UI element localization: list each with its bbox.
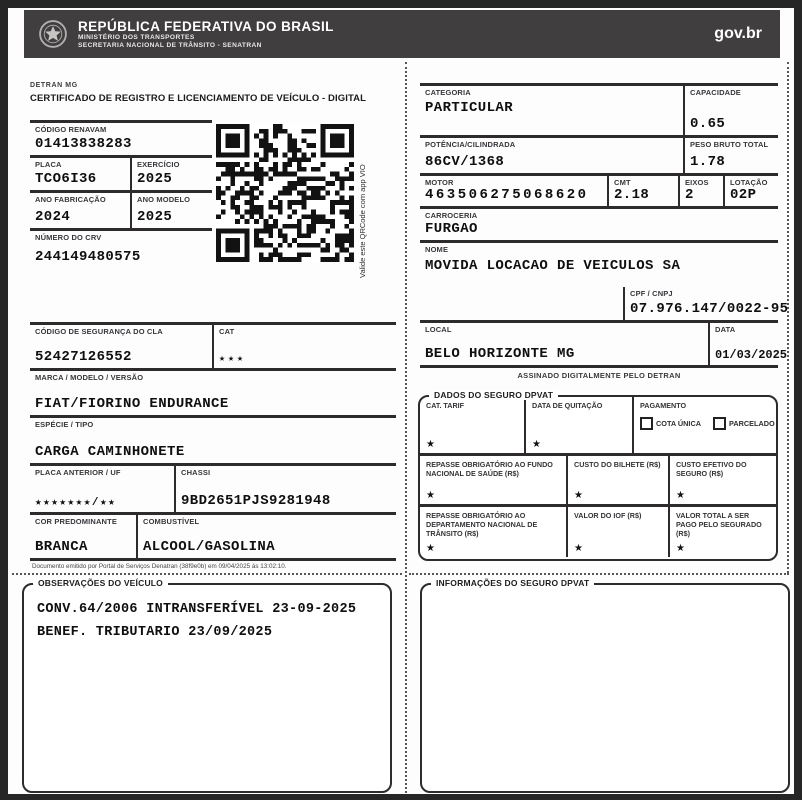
dpvat-row-2: [420, 453, 776, 504]
header-band: [24, 10, 780, 58]
cpf-cnpj-value: 07.976.147/0022-95: [630, 301, 789, 317]
placa-value: TCO6I36: [35, 171, 97, 187]
dpvat-info-box: [420, 578, 790, 793]
field-pagamento: [632, 397, 776, 453]
header-country: REPÚBLICA FEDERATIVA DO BRASIL: [78, 18, 334, 34]
vertical-cut-line: [405, 62, 407, 793]
field-row-placa-anterior: [30, 463, 396, 512]
field-ano-modelo: [130, 193, 212, 228]
especie-value: CARGA CAMINHONETE: [35, 444, 185, 460]
field-custo-bilhete: [566, 456, 668, 504]
carroceria-label: CARROCERIA: [425, 211, 478, 220]
eixos-value: 2: [685, 187, 694, 203]
cla-label: CÓDIGO DE SEGURANÇA DO CLA: [35, 327, 163, 336]
cmt-value: 2.18: [614, 187, 650, 203]
lotacao-label: LOTAÇÃO: [730, 178, 768, 187]
field-row-nome: [420, 240, 789, 320]
qr-caption: Valide este QRCode com app VIO: [358, 164, 367, 278]
carroceria-value: FURGAO: [425, 221, 478, 237]
field-row-carroceria: [420, 206, 778, 240]
cat-value: ★★★: [219, 354, 247, 365]
local-value: BELO HORIZONTE MG: [425, 346, 575, 362]
pagamento-options: [640, 417, 775, 430]
header-ministry: MINISTÉRIO DOS TRANSPORTES: [78, 34, 195, 42]
renavam-value: 01413838283: [35, 136, 132, 152]
field-valor-iof: [566, 507, 668, 557]
field-especie: [30, 418, 396, 463]
field-cla: [30, 325, 212, 368]
peso-bruto-label: PESO BRUTO TOTAL: [690, 140, 769, 149]
exercicio-value: 2025: [137, 171, 173, 187]
field-nome: [420, 243, 789, 320]
emission-note: Documento emitido por Portal de Serviços Denatran (38f9e0b) em 09/04/2025 às 13:02:10.: [30, 558, 396, 570]
renavam-label: CÓDIGO RENAVAM: [35, 125, 107, 134]
field-cpf-cnpj: [623, 287, 789, 320]
ano-modelo-value: 2025: [137, 209, 173, 225]
field-renavam: [30, 123, 212, 155]
placa-anterior-label: PLACA ANTERIOR / UF: [35, 468, 121, 477]
observation-line: CONV.64/2006 INTRANSFERÍVEL 23-09-2025: [37, 602, 357, 617]
parcelado-label: PARCELADO: [729, 419, 775, 428]
field-row-cor: [30, 512, 396, 558]
field-data: [708, 323, 788, 365]
dpvat-row-3: [420, 504, 776, 557]
nome-value: MOVIDA LOCACAO DE VEICULOS SA: [425, 258, 681, 274]
field-combustivel: [136, 515, 396, 558]
especie-label: ESPÉCIE / TIPO: [35, 420, 94, 429]
field-cmt: [607, 176, 678, 206]
field-eixos: [678, 176, 723, 206]
field-potencia: [420, 138, 683, 173]
field-chassi: [174, 466, 396, 512]
header-titles: [78, 19, 334, 50]
field-row-motor: [420, 173, 778, 206]
dpvat-info-box-title: INFORMAÇÕES DO SEGURO DPVAT: [431, 578, 594, 588]
peso-bruto-value: 1.78: [690, 154, 726, 170]
chassi-value: 9BD2651PJS9281948: [181, 493, 331, 509]
field-valor-total: [668, 507, 776, 557]
combustivel-value: ALCOOL/GASOLINA: [143, 539, 276, 555]
motor-label: MOTOR: [425, 178, 454, 187]
custo-efetivo-value: ★: [676, 490, 685, 501]
cpf-cnpj-label: CPF / CNPJ: [630, 289, 673, 298]
registration-group: [420, 83, 789, 368]
ano-modelo-label: ANO MODELO: [137, 195, 191, 204]
cat-label: CAT: [219, 327, 235, 336]
capacidade-label: CAPACIDADE: [690, 88, 741, 97]
document-page: [8, 8, 794, 794]
cmt-label: CMT: [614, 178, 631, 187]
eixos-label: EIXOS: [685, 178, 709, 187]
data-value: 01/03/2025: [715, 348, 788, 362]
cota-unica-label: COTA ÚNICA: [656, 419, 701, 428]
vehicle-detail-group: [30, 322, 396, 570]
field-row-local: [420, 320, 788, 368]
qr-code: [216, 124, 354, 262]
capacidade-value: 0.65: [690, 116, 726, 132]
repasse-fns-label: REPASSE OBRIGATÓRIO AO FUNDO NACIONAL DE SAÚDE (R$): [426, 460, 553, 478]
field-row-categoria: [420, 83, 778, 135]
data-quitacao-value: ★: [532, 439, 541, 450]
field-placa-anterior: [30, 466, 174, 512]
field-categoria: [420, 86, 683, 135]
marca-value: FIAT/FIORINO ENDURANCE: [35, 396, 229, 412]
observations-content: [24, 585, 390, 640]
field-row-anos: [30, 190, 212, 228]
potencia-value: 86CV/1368: [425, 154, 505, 170]
ano-fabricacao-label: ANO FABRICAÇÃO: [35, 195, 106, 204]
coat-of-arms-icon: [38, 19, 68, 49]
categoria-value: PARTICULAR: [425, 100, 514, 116]
repasse-fns-value: ★: [426, 490, 435, 501]
custo-efetivo-label: CUSTO EFETIVO DO SEGURO (R$): [676, 460, 747, 478]
field-row-especie: [30, 415, 396, 463]
detran-uf-label: DETRAN MG: [30, 82, 78, 89]
left-horizontal-cut-line: [12, 573, 402, 575]
field-capacidade: [683, 86, 778, 135]
cota-unica-option: [640, 417, 701, 430]
cat-tarif-value: ★: [426, 439, 435, 450]
ano-fabricacao-value: 2024: [35, 209, 71, 225]
field-cor: [30, 515, 136, 558]
valor-iof-label: VALOR DO IOF (R$): [574, 511, 642, 520]
parcelado-option: [713, 417, 775, 430]
field-carroceria: [420, 209, 778, 240]
govbr-logo: gov.br: [714, 25, 762, 42]
field-motor: [420, 176, 607, 206]
field-cat: [212, 325, 396, 368]
vehicle-observations-box: [22, 578, 392, 793]
field-row-marca: [30, 368, 396, 415]
custo-bilhete-label: CUSTO DO BILHETE (R$): [574, 460, 661, 469]
vehicle-id-group: [30, 120, 212, 268]
observation-line: BENEF. TRIBUTARIO 23/09/2025: [37, 625, 273, 640]
field-local: [420, 323, 708, 365]
dpvat-row-1: [420, 397, 776, 453]
dpvat-box-title: DADOS DO SEGURO DPVAT: [429, 390, 558, 400]
placa-label: PLACA: [35, 160, 62, 169]
cor-label: COR PREDOMINANTE: [35, 517, 117, 526]
field-row-renavam: [30, 120, 212, 155]
field-row-potencia: [420, 135, 778, 173]
chassi-label: CHASSI: [181, 468, 211, 477]
local-label: LOCAL: [425, 325, 452, 334]
marca-label: MARCA / MODELO / VERSÃO: [35, 373, 144, 382]
right-edge-cut-line: [787, 62, 789, 573]
field-repasse-fns: [420, 456, 566, 504]
field-placa: [30, 158, 130, 190]
right-horizontal-cut-line: [409, 573, 789, 575]
numero-crv-label: NÚMERO DO CRV: [35, 233, 102, 242]
categoria-label: CATEGORIA: [425, 88, 471, 97]
cota-unica-checkbox[interactable]: [640, 417, 653, 430]
field-numero-crv: [30, 231, 212, 268]
cla-value: 52427126552: [35, 349, 132, 365]
field-exercicio: [130, 158, 212, 190]
placa-anterior-value: ★★★★★★★/★★: [35, 497, 117, 509]
field-custo-efetivo: [668, 456, 776, 504]
cor-value: BRANCA: [35, 539, 88, 555]
repasse-dnt-value: ★: [426, 543, 435, 554]
potencia-label: POTÊNCIA/CILINDRADA: [425, 140, 516, 149]
field-peso-bruto: [683, 138, 778, 173]
repasse-dnt-label: REPASSE OBRIGATÓRIO AO DEPARTAMENTO NACIONAL DE TRÂNSITO (R$): [426, 511, 538, 538]
field-lotacao: [723, 176, 778, 206]
cat-tarif-label: CAT. TARIF: [426, 401, 465, 410]
exercicio-label: EXERCÍCIO: [137, 160, 180, 169]
pagamento-label: PAGAMENTO: [640, 401, 687, 410]
combustivel-label: COMBUSTÍVEL: [143, 517, 200, 526]
field-marca: [30, 371, 396, 415]
header-secretariat: SECRETARIA NACIONAL DE TRÂNSITO - SENATRAN: [78, 41, 262, 49]
field-ano-fabricacao: [30, 193, 130, 228]
motor-value: 463506275068620: [425, 187, 589, 203]
field-row-crv: [30, 228, 212, 268]
valor-total-label: VALOR TOTAL A SER PAGO PELO SEGURADO (R$): [676, 511, 762, 538]
digital-signature-note: ASSINADO DIGITALMENTE PELO DETRAN: [517, 371, 681, 380]
field-row-cla: [30, 322, 396, 368]
valor-total-value: ★: [676, 543, 685, 554]
custo-bilhete-value: ★: [574, 490, 583, 501]
nome-label: NOME: [425, 245, 449, 254]
field-row-placa: [30, 155, 212, 190]
data-quitacao-label: DATA DE QUITAÇÃO: [532, 401, 603, 410]
numero-crv-value: 244149480575: [35, 249, 141, 265]
field-repasse-dnt: [420, 507, 566, 557]
observations-box-title: OBSERVAÇÕES DO VEÍCULO: [33, 578, 168, 588]
document-title: CERTIFICADO DE REGISTRO E LICENCIAMENTO DE VEÍCULO - DIGITAL: [30, 93, 367, 104]
parcelado-checkbox[interactable]: [713, 417, 726, 430]
dpvat-data-box: [418, 390, 778, 561]
lotacao-value: 02P: [730, 187, 757, 203]
field-cat-tarif: [420, 397, 524, 453]
valor-iof-value: ★: [574, 543, 583, 554]
field-data-quitacao: [524, 397, 632, 453]
data-label: DATA: [715, 325, 736, 334]
